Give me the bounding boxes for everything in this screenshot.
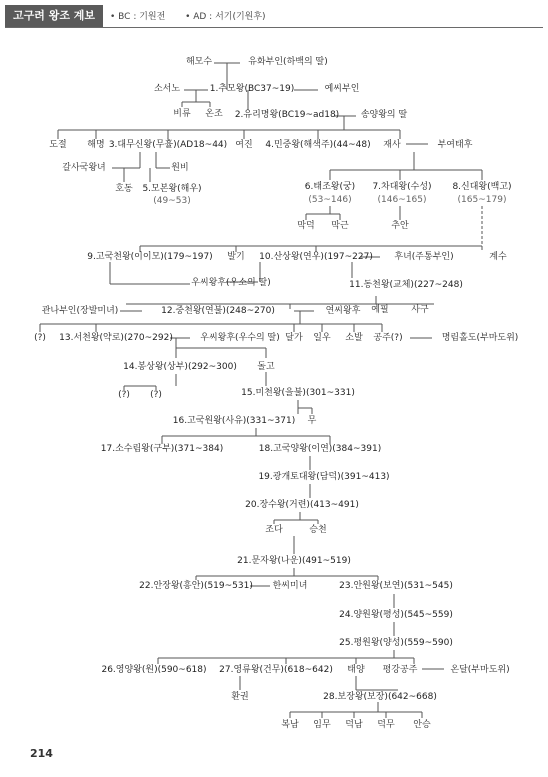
king-17: 17.소수림왕(구부)(371~384)	[100, 444, 224, 454]
person-yeonssi: 연씨왕후	[325, 306, 361, 316]
king-5-years: (49~53)	[153, 196, 191, 206]
person-anseung: 안승	[413, 720, 431, 730]
king-9: 9.고국천왕(이이모)(179~197)	[87, 252, 213, 262]
person-usi2: 우씨왕후(우수의 딸)	[200, 333, 280, 343]
person-dalga: 달가	[285, 333, 303, 343]
person-hanssi: 한씨미녀	[272, 581, 308, 591]
king-7: 7.차대왕(수성)	[372, 182, 432, 192]
king-4: 4.민중왕(해색주)(44~48)	[265, 140, 371, 150]
person-balgi: 발기	[227, 252, 245, 262]
person-soseono: 소서노	[153, 84, 181, 94]
king-13: 13.서천왕(약로)(270~292)	[59, 333, 173, 343]
page-header-title: 고구려 왕조 계보	[5, 5, 103, 27]
person-unknown-1: (?)	[34, 333, 46, 343]
person-dojeol: 도절	[49, 140, 67, 150]
person-makdeok: 막덕	[297, 221, 315, 231]
king-14: 14.봉상왕(상부)(292~300)	[123, 362, 237, 372]
person-sagu: 사구	[411, 305, 429, 315]
person-boknam: 복남	[281, 720, 299, 730]
person-gwanna: 관나부인(장발미녀)	[41, 306, 119, 316]
king-19: 19.광개토대왕(담덕)(391~413)	[258, 472, 390, 482]
note-bc: • BC : 기원전	[110, 12, 166, 22]
person-dolgo: 돌고	[257, 362, 275, 372]
king-25: 25.평원왕(양성)(559~590)	[339, 638, 453, 648]
king-18: 18.고국양왕(이연)(384~391)	[258, 444, 382, 454]
king-15: 15.미천왕(을불)(301~331)	[241, 388, 355, 398]
page-number: 214	[30, 747, 53, 760]
king-8-years: (165~179)	[457, 195, 507, 205]
king-23: 23.안원왕(보연)(531~545)	[339, 581, 453, 591]
king-21: 21.문자왕(나운)(491~519)	[237, 556, 351, 566]
person-unknown-2: (?)	[118, 390, 130, 400]
person-hunyeo: 후녀(주통부인)	[394, 252, 454, 262]
person-gyesu: 계수	[489, 252, 507, 262]
person-onjo: 온조	[205, 109, 223, 119]
king-28: 28.보장왕(보장)(642~668)	[323, 692, 437, 702]
person-deokmu: 덕무	[377, 720, 395, 730]
person-yeojin: 여진	[235, 140, 253, 150]
king-1: 1.추모왕(BC37~19)	[209, 84, 295, 94]
king-10: 10.산상왕(연우)(197~227)	[259, 252, 373, 262]
person-taeyang: 태양	[347, 665, 365, 675]
king-24: 24.양원왕(평성)(545~559)	[339, 610, 453, 620]
king-27: 27.영류왕(건무)(618~642)	[219, 665, 333, 675]
person-biryu: 비류	[173, 109, 191, 119]
king-26: 26.영양왕(원)(590~618)	[101, 665, 207, 675]
person-myeongrim: 명림홀도(부마도위)	[441, 333, 519, 343]
king-6: 6.태조왕(궁)	[304, 182, 356, 192]
note-ad: • AD : 서기(기원후)	[185, 12, 266, 22]
king-11: 11.동천왕(교체)(227~248)	[349, 280, 463, 290]
king-6-years: (53~146)	[308, 195, 352, 205]
person-wonbi: 원비	[171, 163, 189, 173]
person-gongju: 공주(?)	[373, 333, 403, 343]
person-hwangwon: 환권	[231, 692, 249, 702]
person-deoknam: 덕남	[345, 720, 363, 730]
person-yepil: 예필	[371, 305, 389, 315]
king-16: 16.고국원왕(사유)(331~371)	[172, 416, 296, 426]
person-unknown-3: (?)	[150, 390, 162, 400]
person-jaesa: 재사	[383, 140, 401, 150]
person-buyeotaehu: 부여태후	[437, 140, 473, 150]
person-ilu: 일우	[313, 333, 331, 343]
king-20: 20.장수왕(거련)(413~491)	[245, 500, 359, 510]
king-7-years: (146~165)	[377, 195, 427, 205]
person-sobal: 소발	[345, 333, 363, 343]
person-haemosu: 해모수	[185, 57, 213, 67]
king-12: 12.중천왕(연불)(248~270)	[161, 306, 275, 316]
person-songyang: 송양왕의 딸	[360, 110, 408, 120]
person-usi: 우씨왕후(우소의 딸)	[191, 278, 271, 288]
king-2: 2.유리명왕(BC19~ad18)	[234, 110, 340, 120]
person-mu: 무	[307, 416, 317, 426]
king-5: 5.모본왕(해우)	[142, 184, 202, 194]
king-22: 22.안장왕(흥안)(519~531)	[139, 581, 253, 591]
person-yessi: 예씨부인	[324, 84, 360, 94]
king-8: 8.신대왕(백고)	[452, 182, 512, 192]
person-seungcheon: 승천	[309, 525, 327, 535]
person-galsa: 갈사국왕녀	[62, 163, 106, 173]
person-yuhwa: 유화부인(하백의 딸)	[248, 57, 328, 67]
person-hodong: 호동	[115, 184, 133, 194]
person-joda: 조다	[265, 525, 283, 535]
person-pyeonggang: 평강공주	[382, 665, 418, 675]
person-immu: 임무	[313, 720, 331, 730]
person-haemyeong: 해명	[87, 140, 105, 150]
king-3: 3.대무신왕(무휼)(AD18~44)	[108, 140, 228, 150]
person-churan: 추안	[391, 221, 409, 231]
person-makgeun: 막근	[331, 221, 349, 231]
person-ondal: 온달(부마도위)	[450, 665, 510, 675]
